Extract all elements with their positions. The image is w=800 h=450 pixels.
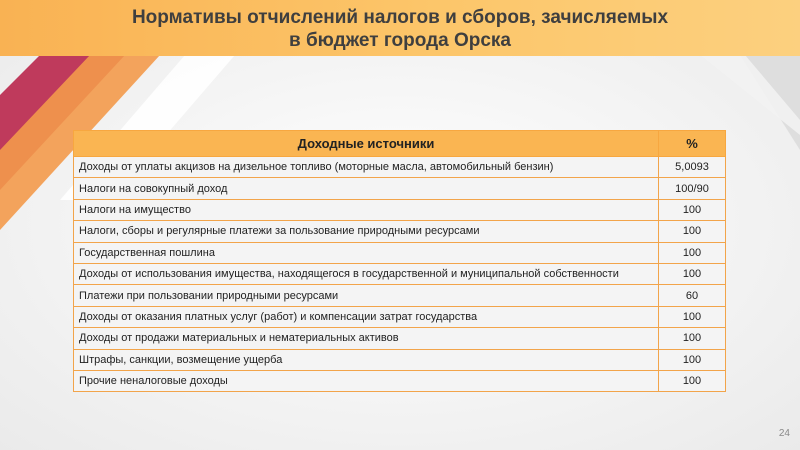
percent-cell: 100/90: [659, 178, 726, 199]
source-cell: Штрафы, санкции, возмещение ущерба: [74, 349, 659, 370]
source-cell: Доходы от продажи материальных и нематериальных активов: [74, 328, 659, 349]
percent-cell: 100: [659, 306, 726, 327]
page-title: [0, 6, 800, 52]
percent-cell: 100: [659, 370, 726, 391]
table-row: [74, 242, 726, 263]
source-cell: Прочие неналоговые доходы: [74, 370, 659, 391]
percent-cell: 100: [659, 328, 726, 349]
table-row: [74, 221, 726, 242]
table-row: [74, 328, 726, 349]
source-cell: Доходы от использования имущества, находящегося в государственной и муниципальной собственности: [74, 263, 659, 284]
percent-cell: 100: [659, 199, 726, 220]
source-cell: Налоги на совокупный доход: [74, 178, 659, 199]
title-bar: [0, 0, 800, 56]
table-row: [74, 349, 726, 370]
table-header-row: [74, 131, 726, 157]
column-header-source: Доходные источники: [74, 131, 659, 157]
source-cell: Налоги на имущество: [74, 199, 659, 220]
percent-cell: 100: [659, 349, 726, 370]
column-header-percent: %: [659, 131, 726, 157]
table-row: [74, 263, 726, 284]
revenue-norms-table: [73, 130, 726, 392]
table-row: [74, 285, 726, 306]
source-cell: Платежи при пользовании природными ресурсами: [74, 285, 659, 306]
table-row: [74, 157, 726, 178]
table-row: [74, 370, 726, 391]
percent-cell: 5,0093: [659, 157, 726, 178]
percent-cell: 60: [659, 285, 726, 306]
percent-cell: 100: [659, 263, 726, 284]
title-line-1: Нормативы отчислений налогов и сборов, зачисляемых: [131, 7, 669, 28]
table-row: [74, 199, 726, 220]
percent-cell: 100: [659, 221, 726, 242]
page-number: 24: [778, 428, 790, 439]
table-row: [74, 178, 726, 199]
title-line-2: в бюджет города Орска: [288, 30, 512, 51]
source-cell: Налоги, сборы и регулярные платежи за пользование природными ресурсами: [74, 221, 659, 242]
source-cell: Государственная пошлина: [74, 242, 659, 263]
table-row: [74, 306, 726, 327]
percent-cell: 100: [659, 242, 726, 263]
source-cell: Доходы от оказания платных услуг (работ) и компенсации затрат государства: [74, 306, 659, 327]
source-cell: Доходы от уплаты акцизов на дизельное топливо (моторные масла, автомобильный бензин): [74, 157, 659, 178]
